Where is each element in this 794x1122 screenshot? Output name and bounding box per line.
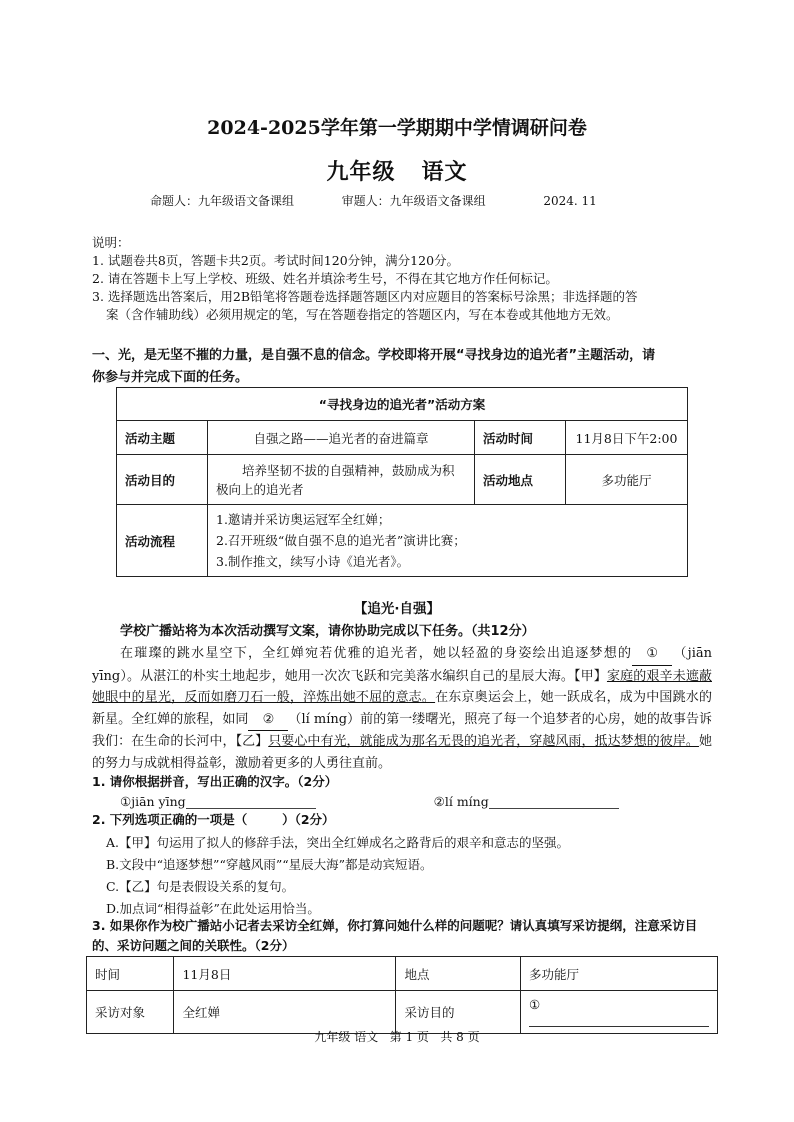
passage-text: （jiān yīng）。从湛江的朴实土地起步，她用一次次飞跃和完美落水编织自己的星辰大海。【甲】 bbox=[92, 646, 712, 684]
reviewer: 审题人：九年级语文备课组 bbox=[341, 194, 486, 208]
instruction-item: 案（含作辅助线）必须用规定的笔，写在答题卷指定的答题区内，写在本卷或其他地方无效。 bbox=[106, 307, 619, 322]
passage-text: 在东京奥运会上，她一跃成名，成为中国跳水的新星。全红婵的旅程，如同 bbox=[92, 690, 712, 727]
question-1-prompt bbox=[92, 345, 722, 389]
option-d: D.加点词“相得益彰”在此处运用恰当。 bbox=[106, 901, 320, 916]
section-title: 【追光·自强】 bbox=[353, 601, 441, 617]
flow-item: 2.召开班级“做自强不息的追光者”演讲比赛； bbox=[216, 533, 466, 548]
exam-meta bbox=[150, 192, 597, 209]
exam-subtitle: 九年级 语文 bbox=[326, 159, 468, 185]
theme-label: 活动主题 bbox=[117, 421, 208, 455]
passage-text: （lí míng）前的第一缕曙光，照亮了每一个追梦者的心房，她的故事告诉我们：在生命的长河中，【乙】 bbox=[92, 711, 712, 749]
option-c: C.【乙】句是表假设关系的复句。 bbox=[106, 879, 295, 894]
question-2-options bbox=[106, 832, 569, 920]
blank-1: ① bbox=[632, 643, 672, 666]
question-1-line: 一、光，是无坚不摧的力量，是自强不息的信念。学校即将开展“寻找身边的追光者”主题活动，请 bbox=[92, 348, 656, 363]
passage-text: 在璀璨的跳水星空下，全红婵宛若优雅的追光者，她以轻盈的身姿绘出追逐梦想的 bbox=[120, 646, 633, 661]
page-footer: 九年级 语文 第 1 页 共 8 页 bbox=[314, 1030, 480, 1044]
interview-outline-table bbox=[86, 956, 718, 1034]
answer-2-line[interactable] bbox=[489, 794, 619, 809]
question-1-1: 1. 请你根据拼音，写出正确的汉字。（2分） bbox=[92, 774, 338, 789]
instructions bbox=[92, 234, 722, 324]
exam-title: 2024-2025学年第一学期期中学情调研问卷 bbox=[207, 117, 587, 139]
option-a: A.【甲】句运用了拟人的修辞手法，突出全红婵成名之路背后的艰辛和意志的坚强。 bbox=[106, 835, 570, 850]
pinyin-answer-row bbox=[120, 794, 619, 809]
question-1-2: 2. 下列选项正确的一项是（ ）（2分） bbox=[92, 812, 335, 827]
goal-value: 培养坚韧不拔的自强精神，鼓励成为积极向上的追光者 bbox=[208, 455, 475, 505]
author: 命题人：九年级语文备课组 bbox=[150, 194, 295, 208]
iv-time-label: 时间 bbox=[87, 957, 174, 991]
task-intro: 学校广播站将为本次活动撰写文案，请你协助完成以下任务。（共12分） bbox=[120, 624, 535, 639]
question-1-line: 你参与并完成下面的任务。 bbox=[92, 370, 249, 385]
answer-2-label: ②lí míng bbox=[433, 794, 489, 809]
purpose-marker: ① bbox=[529, 997, 541, 1012]
flow-item: 1.邀请并采访奥运冠军全红婵； bbox=[216, 512, 391, 527]
answer-1-line[interactable] bbox=[186, 794, 316, 809]
place-label: 活动地点 bbox=[475, 455, 566, 505]
passage-text: 她的努力与成就相得益彰，激励着更多的人勇往直前。 bbox=[92, 734, 712, 771]
flow-label: 活动流程 bbox=[117, 505, 208, 577]
flow-item: 3.制作推文，续写小诗《追光者》。 bbox=[216, 554, 410, 569]
iv-place-label: 地点 bbox=[396, 957, 521, 991]
sentence-jia: 家庭的艰辛未遮蔽她眼中的星光，反而如磨刀石一般，淬炼出她不屈的意志。 bbox=[92, 668, 712, 705]
reading-passage bbox=[92, 643, 712, 774]
question-1-3: 3. 如果你作为校广播站小记者去采访全红婵，你打算问她什么样的问题呢？请认真填写采访提纲，注意采访目的、采访问题之间的关联性。（2分） bbox=[92, 918, 698, 953]
plan-heading: “寻找身边的追光者”活动方案 bbox=[117, 388, 688, 421]
place-value: 多功能厅 bbox=[566, 455, 688, 505]
activity-plan-table bbox=[116, 387, 688, 577]
flow-value bbox=[208, 505, 688, 577]
time-label: 活动时间 bbox=[475, 421, 566, 455]
answer-1-label: ①jiān yīng bbox=[120, 794, 186, 809]
purpose-answer-line[interactable] bbox=[529, 1013, 709, 1027]
instruction-item: 3. 选择题选出答案后，用2B铅笔将答题卷选择题答题区内对应题目的答案标号涂黑；非选择题的答 bbox=[92, 289, 638, 304]
iv-target-label: 采访对象 bbox=[87, 991, 174, 1034]
blank-2: ② bbox=[248, 709, 288, 732]
iv-purpose-label: 采访目的 bbox=[396, 991, 521, 1034]
instruction-item: 1. 试题卷共8页，答题卡共2页。考试时间120分钟，满分120分。 bbox=[92, 253, 460, 268]
iv-place-value: 多功能厅 bbox=[521, 957, 718, 991]
option-b: B.文段中“追逐梦想”“穿越风雨”“星辰大海”都是动宾短语。 bbox=[106, 857, 433, 872]
time-value: 11月8日下午2:00 bbox=[566, 421, 688, 455]
instruction-item: 2. 请在答题卡上写上学校、班级、姓名并填涂考生号，不得在其它地方作任何标记。 bbox=[92, 271, 558, 286]
iv-time-value: 11月8日 bbox=[174, 957, 396, 991]
sentence-yi: 只要心中有光，就能成为那名无畏的追光者，穿越风雨，抵达梦想的彼岸。 bbox=[268, 734, 699, 749]
instructions-heading: 说明： bbox=[92, 235, 130, 250]
goal-label: 活动目的 bbox=[117, 455, 208, 505]
theme-value: 自强之路——追光者的奋进篇章 bbox=[208, 421, 475, 455]
exam-date: 2024. 11 bbox=[543, 194, 597, 208]
iv-target-value: 全红婵 bbox=[174, 991, 396, 1034]
